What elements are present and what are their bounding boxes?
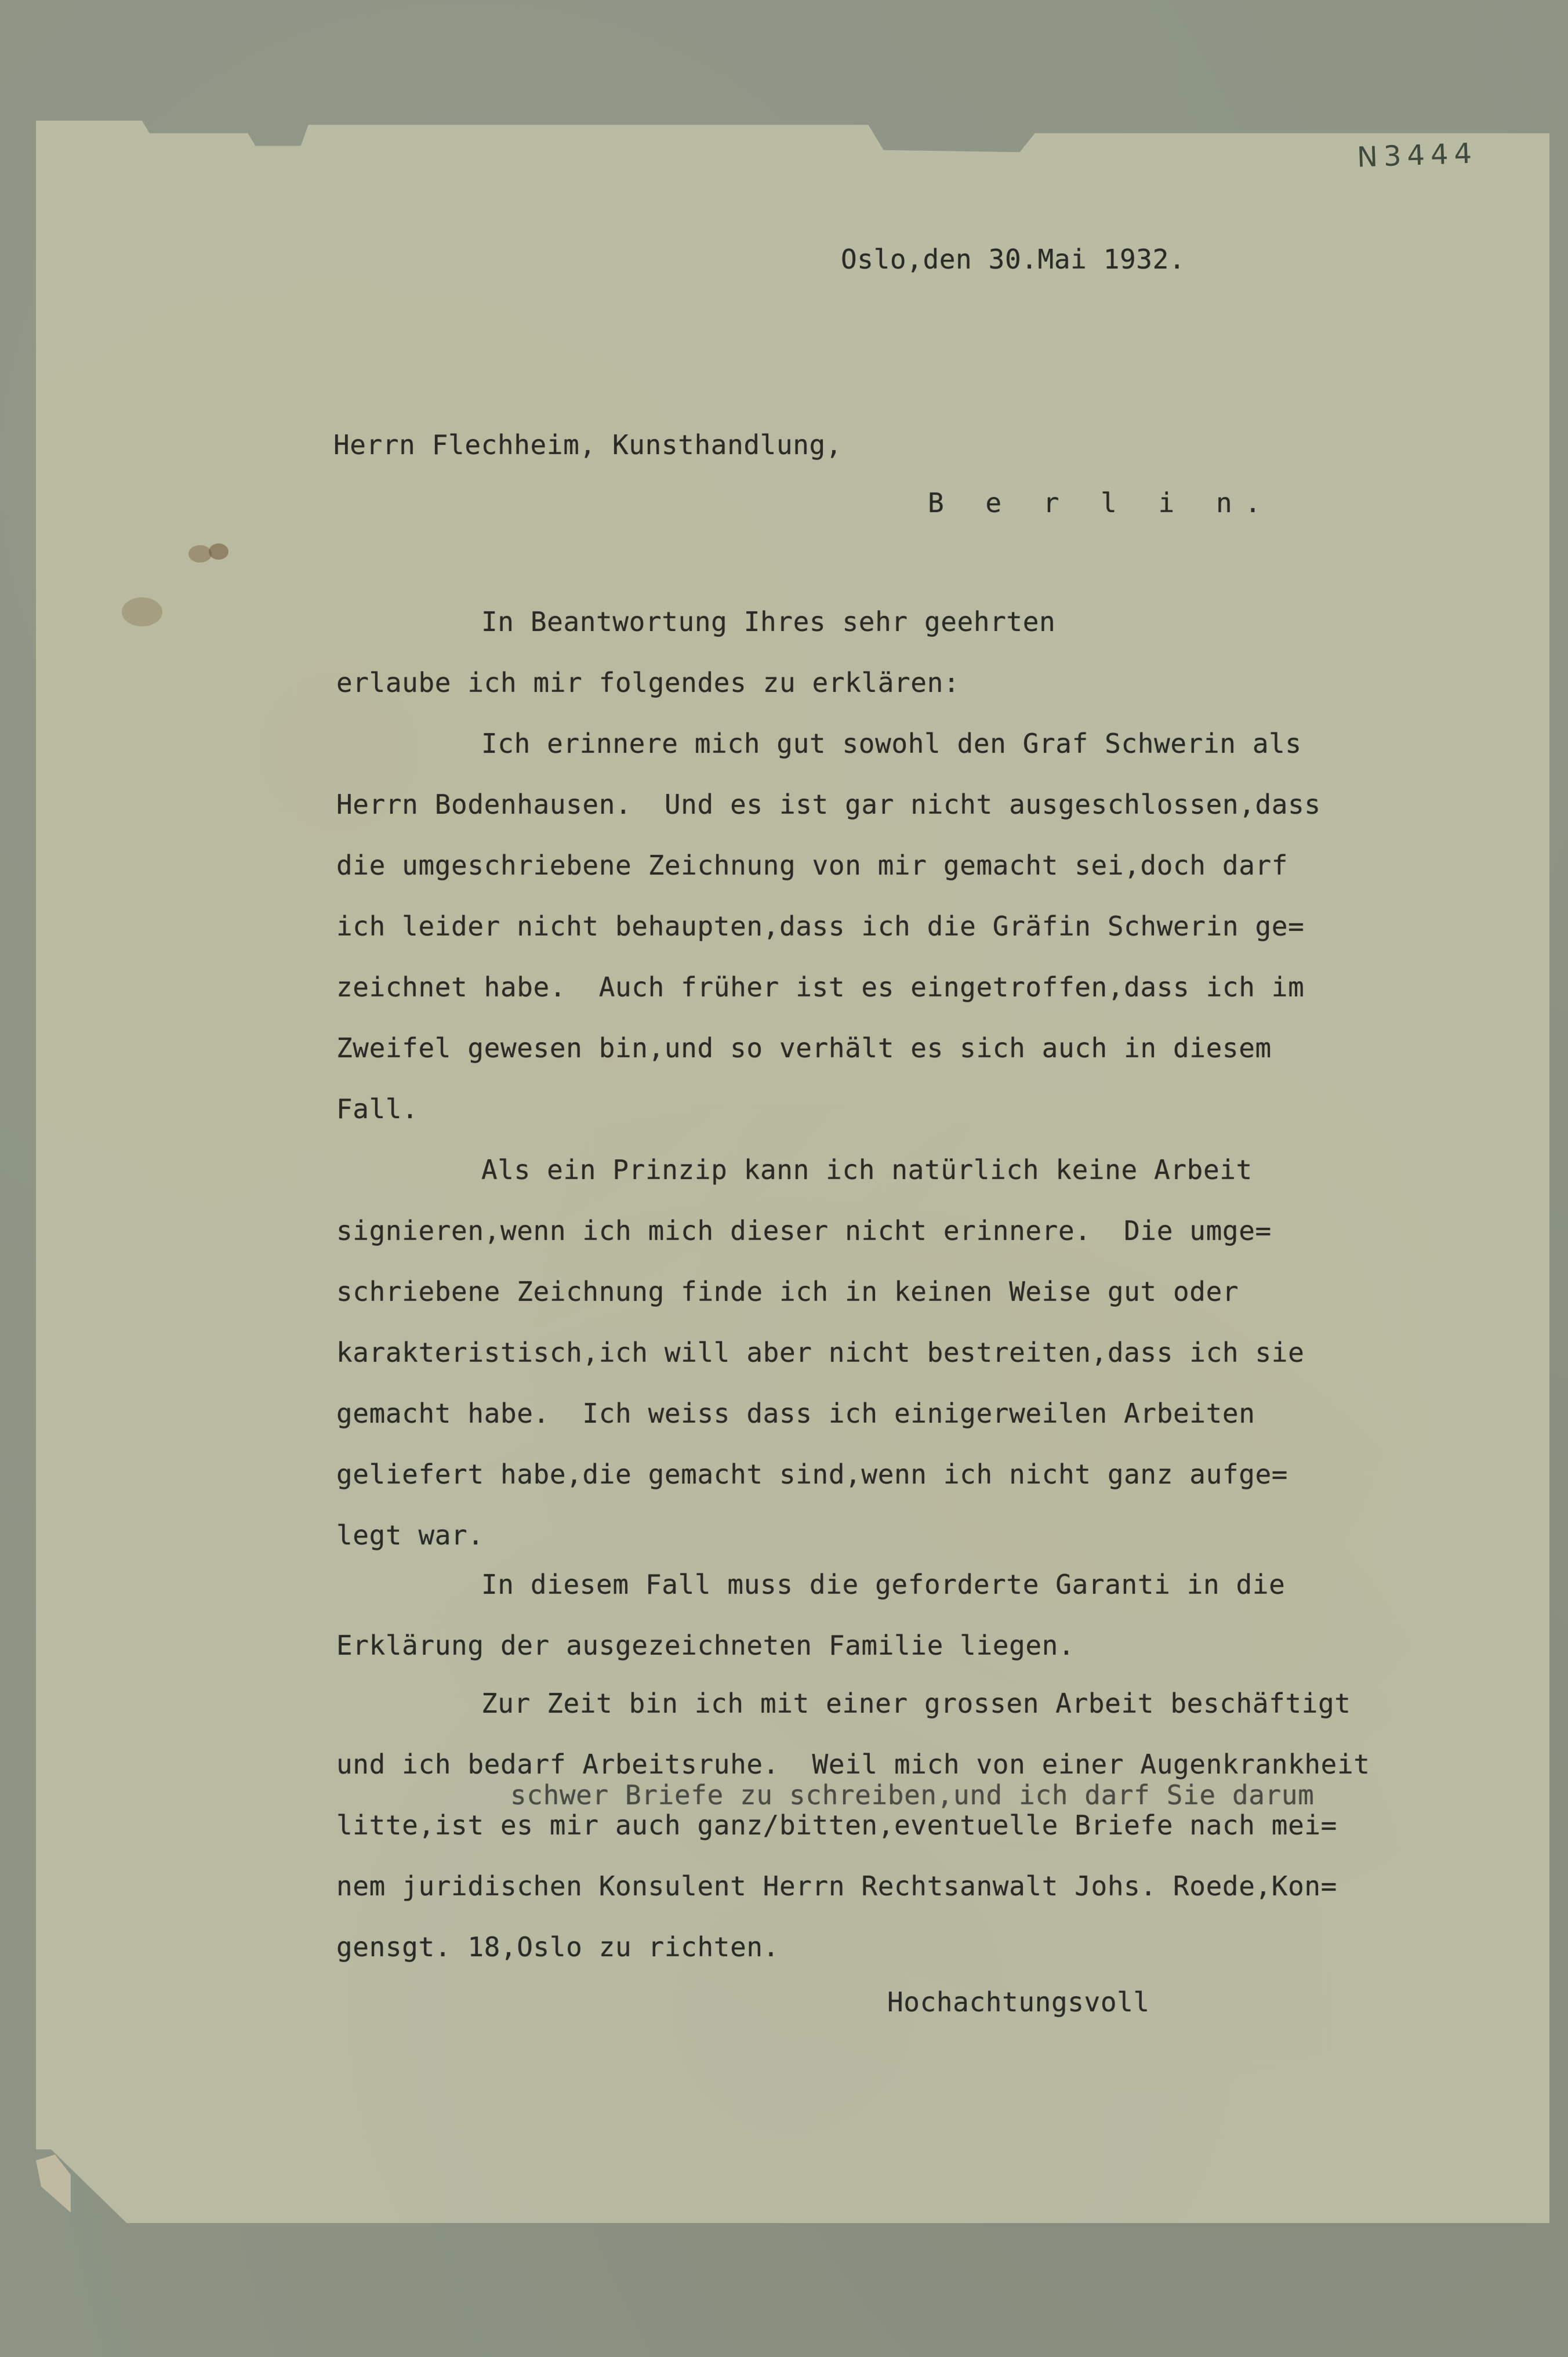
body-line: legt war. [336,1520,484,1551]
body-line: erlaube ich mir folgendes zu erklären: [336,667,960,698]
closing-salutation: Hochachtungsvoll [887,1986,1150,2018]
date-line: Oslo,den 30.Mai 1932. [841,244,1186,275]
body-line: nem juridischen Konsulent Herrn Rechtsanwalt Johs. Roede,Kon= [336,1870,1337,1902]
body-line: schriebene Zeichnung finde ich in keinen Weise gut oder [336,1276,1239,1307]
body-line: gensgt. 18,Oslo zu richten. [336,1931,779,1963]
body-line: In diesem Fall muss die geforderte Garanti in die [481,1569,1286,1600]
body-line: Als ein Prinzip kann ich natürlich keine Arbeit [481,1154,1253,1185]
body-line: die umgeschriebene Zeichnung von mir gemacht sei,doch darf [336,850,1288,881]
body-line: Ich erinnere mich gut sowohl den Graf Schwerin als [481,728,1302,759]
interlinear-insert: schwer Briefe zu schreiben,und ich darf Sie darum [510,1779,1315,1811]
body-line: Fall. [336,1093,419,1125]
body-line: zeichnet habe. Auch früher ist es eingetroffen,dass ich im [336,971,1305,1003]
archive-number: N3444 [1356,137,1478,174]
body-line: gemacht habe. Ich weiss dass ich einigerweilen Arbeiten [336,1398,1255,1429]
body-line: litte,ist es mir auch ganz/bitten,eventuelle Briefe nach mei= [336,1810,1337,1841]
body-line: Zweifel gewesen bin,und so verhält es sich auch in diesem [336,1032,1272,1064]
body-line: signieren,wenn ich mich dieser nicht erinnere. Die umge= [336,1215,1272,1246]
body-line: geliefert habe,die gemacht sind,wenn ich nicht ganz aufge= [336,1459,1288,1490]
recipient-city: B e r l i n. [928,487,1274,518]
body-line: In Beantwortung Ihres sehr geehrten [481,606,1056,637]
body-line: karakteristisch,ich will aber nicht bestreiten,dass ich sie [336,1337,1305,1368]
body-line: Herrn Bodenhausen. Und es ist gar nicht ausgeschlossen,dass [336,789,1321,820]
body-line: Erklärung der ausgezeichneten Familie liegen. [336,1630,1075,1661]
body-line: Zur Zeit bin ich mit einer grossen Arbeit beschäftigt [481,1688,1351,1719]
body-line: und ich bedarf Arbeitsruhe. Weil mich von einer Augenkrankheit [336,1749,1370,1780]
recipient-name: Herrn Flechheim, Kunsthandlung, [333,429,843,460]
body-line: ich leider nicht behaupten,dass ich die Gräfin Schwerin ge= [336,911,1305,942]
